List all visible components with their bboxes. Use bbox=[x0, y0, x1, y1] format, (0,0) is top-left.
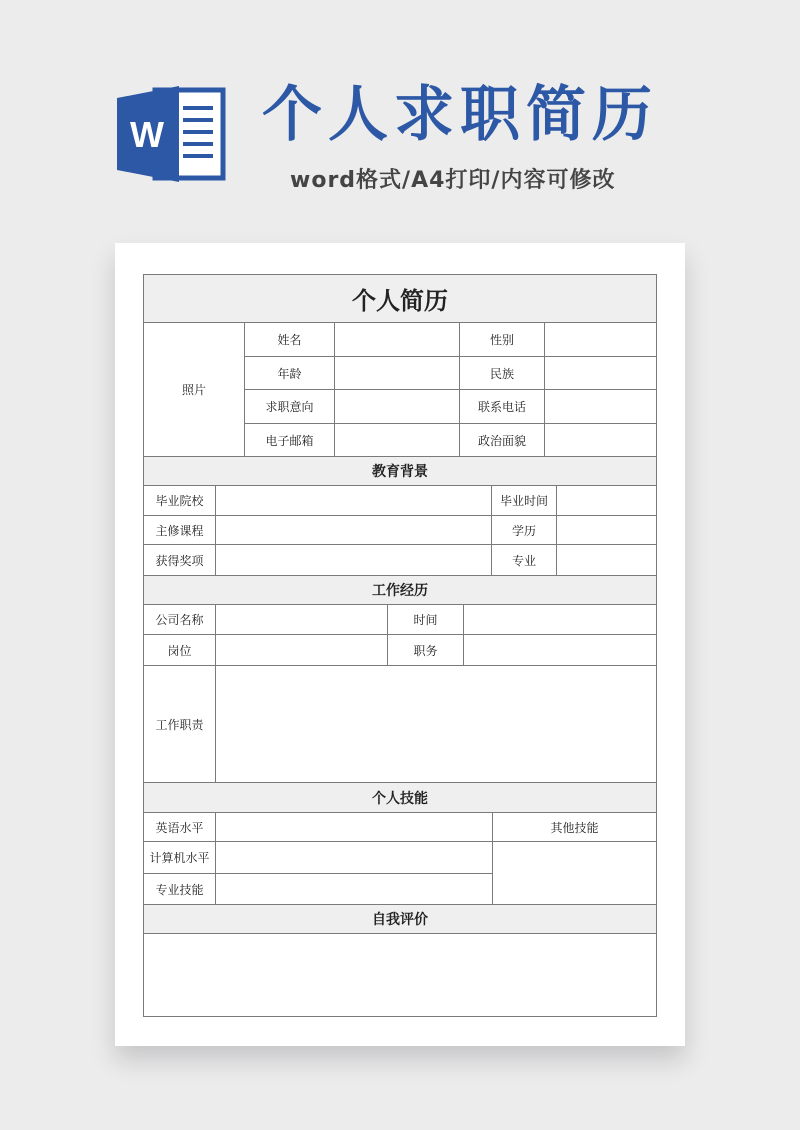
value-computer[interactable] bbox=[216, 842, 493, 874]
label-phone: 联系电话 bbox=[460, 390, 545, 424]
label-political: 政治面貌 bbox=[460, 424, 545, 457]
label-name: 姓名 bbox=[245, 323, 335, 357]
value-gender[interactable] bbox=[545, 323, 657, 357]
value-degree[interactable] bbox=[557, 516, 657, 545]
label-company: 公司名称 bbox=[143, 605, 216, 635]
value-major[interactable] bbox=[557, 545, 657, 576]
label-ethnicity: 民族 bbox=[460, 357, 545, 390]
value-company[interactable] bbox=[216, 605, 388, 635]
page-title: 个人求职简历 bbox=[262, 80, 658, 150]
label-english: 英语水平 bbox=[143, 813, 216, 842]
label-computer: 计算机水平 bbox=[143, 842, 216, 874]
value-ethnicity[interactable] bbox=[545, 357, 657, 390]
value-duty[interactable] bbox=[464, 635, 657, 666]
label-email: 电子邮箱 bbox=[245, 424, 335, 457]
label-grad-time: 毕业时间 bbox=[492, 486, 557, 516]
value-responsibility[interactable] bbox=[216, 666, 657, 783]
word-logo-letter: W bbox=[130, 114, 164, 155]
value-time[interactable] bbox=[464, 605, 657, 635]
page-subtitle: word格式/A4打印/内容可修改 bbox=[290, 168, 616, 193]
label-intention: 求职意向 bbox=[245, 390, 335, 424]
value-school[interactable] bbox=[216, 486, 492, 516]
section-work: 工作经历 bbox=[143, 576, 657, 605]
value-self-eval[interactable] bbox=[143, 934, 657, 1017]
value-awards[interactable] bbox=[216, 545, 492, 576]
value-position[interactable] bbox=[216, 635, 388, 666]
label-position: 岗位 bbox=[143, 635, 216, 666]
label-school: 毕业院校 bbox=[143, 486, 216, 516]
section-skills: 个人技能 bbox=[143, 783, 657, 813]
section-education: 教育背景 bbox=[143, 457, 657, 486]
value-grad-time[interactable] bbox=[557, 486, 657, 516]
resume-paper bbox=[115, 243, 685, 1046]
label-major: 专业 bbox=[492, 545, 557, 576]
word-app-icon bbox=[117, 84, 227, 184]
label-professional: 专业技能 bbox=[143, 874, 216, 905]
value-age[interactable] bbox=[335, 357, 460, 390]
value-email[interactable] bbox=[335, 424, 460, 457]
label-degree: 学历 bbox=[492, 516, 557, 545]
section-self-eval: 自我评价 bbox=[143, 905, 657, 934]
label-courses: 主修课程 bbox=[143, 516, 216, 545]
value-phone[interactable] bbox=[545, 390, 657, 424]
label-age: 年龄 bbox=[245, 357, 335, 390]
value-name[interactable] bbox=[335, 323, 460, 357]
label-duty: 职务 bbox=[388, 635, 464, 666]
label-other-skills: 其他技能 bbox=[493, 813, 657, 842]
value-courses[interactable] bbox=[216, 516, 492, 545]
value-professional[interactable] bbox=[216, 874, 493, 905]
label-responsibility: 工作职责 bbox=[143, 666, 216, 783]
value-intention[interactable] bbox=[335, 390, 460, 424]
value-english[interactable] bbox=[216, 813, 493, 842]
photo-cell[interactable]: 照片 bbox=[143, 323, 245, 457]
label-gender: 性别 bbox=[460, 323, 545, 357]
value-other-skills[interactable] bbox=[493, 842, 657, 905]
value-political[interactable] bbox=[545, 424, 657, 457]
label-time: 时间 bbox=[388, 605, 464, 635]
label-awards: 获得奖项 bbox=[143, 545, 216, 576]
resume-title: 个人简历 bbox=[143, 274, 657, 323]
